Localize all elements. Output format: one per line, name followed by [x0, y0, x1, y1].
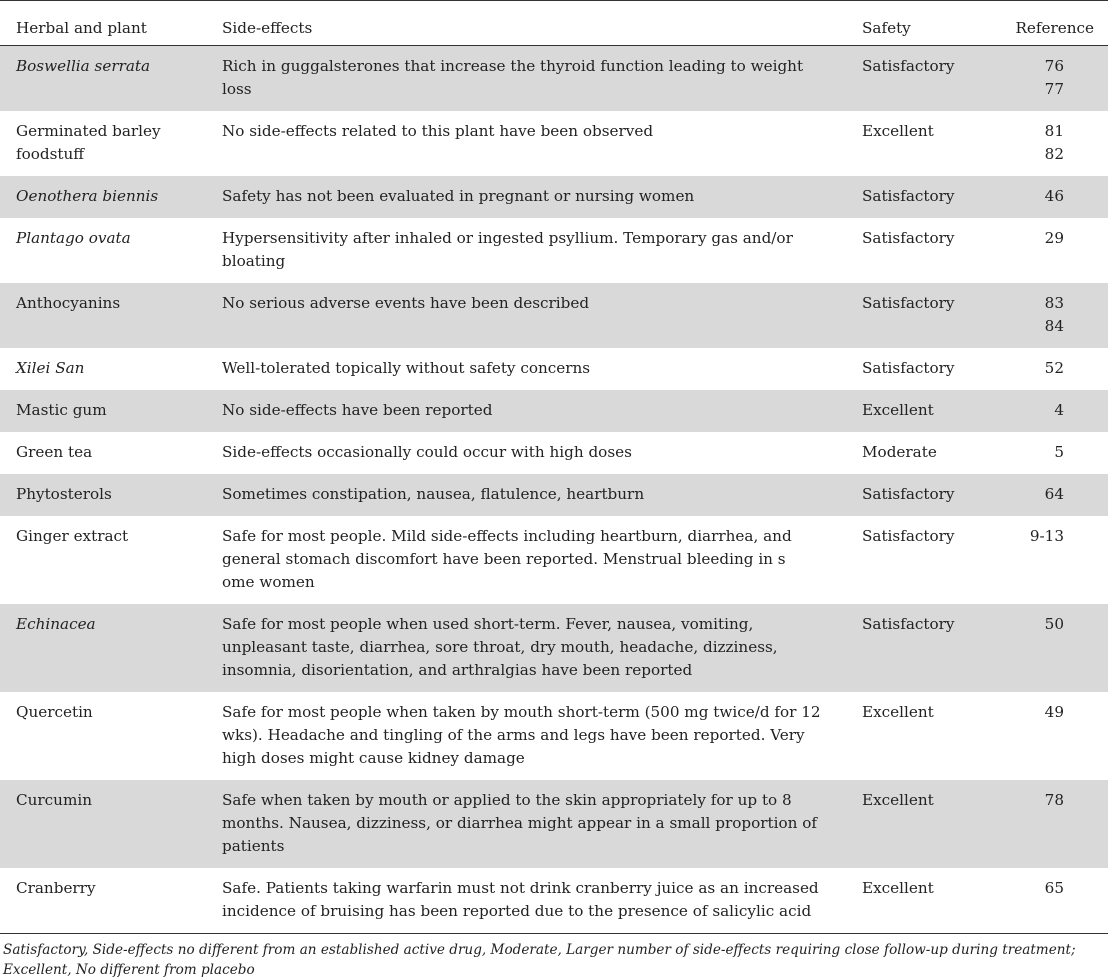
reference-number: 65 — [1044, 879, 1064, 897]
table-row — [0, 516, 1108, 604]
reference-number: 9-13 — [1029, 527, 1064, 545]
reference-cell — [998, 692, 1108, 780]
safety-cell: Moderate — [862, 443, 937, 461]
reference-cell — [998, 283, 1108, 348]
safety-cell: Satisfactory — [846, 474, 998, 516]
plant-name: Boswellia serrata — [0, 46, 206, 112]
side-effects-cell: Safety has not been evaluated in pregnant or nursing women — [206, 176, 846, 218]
side-effects-cell: Well-tolerated topically without safety concerns — [222, 359, 591, 377]
safety-cell: Satisfactory — [862, 229, 955, 247]
reference-cell — [998, 474, 1108, 516]
reference-number: 82 — [1044, 145, 1064, 163]
safety-cell: Satisfactory — [862, 359, 955, 377]
header-row — [0, 1, 1108, 46]
reference-cell — [998, 218, 1108, 283]
side-effects-cell: No side-effects related to this plant have been observed — [222, 122, 654, 140]
plant-name: Quercetin — [16, 703, 93, 721]
safety-cell: Excellent — [862, 703, 934, 721]
side-effects-cell: Side-effects occasionally could occur with high doses — [222, 443, 632, 461]
reference-number: 50 — [1044, 615, 1064, 633]
reference-number: 46 — [1044, 187, 1064, 205]
safety-cell: Satisfactory — [862, 527, 955, 545]
safety-cell: Excellent — [846, 780, 998, 868]
reference-number: 84 — [1044, 317, 1064, 335]
reference-number: 29 — [1044, 229, 1064, 247]
side-effects-cell: Safe. Patients taking warfarin must not drink cranberry juice as an increased incidence of bruising has been reported due to the presence of salicylic acid — [222, 879, 819, 920]
table-row — [0, 868, 1108, 934]
safety-cell: Satisfactory — [846, 283, 998, 348]
side-effects-cell: No side-effects have been reported — [206, 390, 846, 432]
table-body — [0, 46, 1108, 934]
side-effects-cell: Safe for most people when taken by mouth short-term (500 mg twice/d for 12 wks). Headache and tingling of the arms and legs have been reported. Very high doses might cause kidney damage — [222, 703, 821, 767]
header-safety: Safety — [846, 1, 998, 46]
table-footnote: Satisfactory, Side-effects no different from an established active drug, Moderate, Larger number of side-effects requiring close follow-up during treatment; Excellent, No different from placebo — [3, 942, 1076, 978]
table-row — [0, 218, 1108, 283]
table-row — [0, 474, 1108, 516]
safety-cell: Satisfactory — [846, 176, 998, 218]
side-effects-cell: Safe for most people when used short-term. Fever, nausea, vomiting, unpleasant taste, diarrhea, sore throat, dry mouth, headache, dizziness, insomnia, disorientation, and arthralgias have been reported — [206, 604, 846, 692]
reference-cell — [998, 348, 1108, 390]
reference-number: 76 — [1044, 57, 1064, 75]
side-effects-cell: Safe when taken by mouth or applied to the skin appropriately for up to 8 months. Nausea, dizziness, or diarrhea might appear in a small proportion of patients — [206, 780, 846, 868]
safety-cell: Excellent — [846, 390, 998, 432]
reference-number: 78 — [1044, 791, 1064, 809]
header-plant: Herbal and plant — [0, 1, 206, 46]
reference-number: 5 — [1054, 443, 1064, 461]
reference-number: 81 — [1044, 122, 1064, 140]
safety-cell: Satisfactory — [846, 604, 998, 692]
safety-cell: Satisfactory — [846, 46, 998, 112]
plant-name: Oenothera biennis — [0, 176, 206, 218]
table-row — [0, 390, 1108, 432]
reference-cell — [998, 516, 1108, 604]
side-effects-cell: Sometimes constipation, nausea, flatulence, heartburn — [206, 474, 846, 516]
table-row — [0, 111, 1108, 176]
side-effects-cell: Hypersensitivity after inhaled or ingested psyllium. Temporary gas and/or bloating — [222, 229, 793, 270]
table-row — [0, 176, 1108, 218]
safety-cell: Excellent — [862, 122, 934, 140]
table-row — [0, 604, 1108, 692]
reference-cell — [998, 390, 1108, 432]
plant-name: Echinacea — [0, 604, 206, 692]
reference-cell — [998, 780, 1108, 868]
reference-number: 77 — [1044, 80, 1064, 98]
plant-name: Mastic gum — [0, 390, 206, 432]
table-row — [0, 692, 1108, 780]
plant-name: Curcumin — [0, 780, 206, 868]
reference-cell — [998, 176, 1108, 218]
table-row — [0, 348, 1108, 390]
header-reference: Reference — [998, 1, 1108, 46]
table-row — [0, 432, 1108, 474]
table-row — [0, 780, 1108, 868]
reference-cell — [998, 46, 1108, 112]
plant-name: Ginger extract — [16, 527, 129, 545]
plant-name: Cranberry — [16, 879, 96, 897]
side-effects-cell: No serious adverse events have been described — [206, 283, 846, 348]
reference-number: 83 — [1044, 294, 1064, 312]
plant-name: Germinated barley foodstuff — [16, 122, 161, 163]
plant-name: Phytosterols — [0, 474, 206, 516]
plant-name: Xilei San — [16, 359, 85, 377]
reference-cell — [998, 868, 1108, 934]
side-effects-cell: Safe for most people. Mild side-effects including heartburn, diarrhea, and general stomach discomfort have been reported. Menstrual bleeding in s ome women — [222, 527, 792, 591]
reference-number: 52 — [1044, 359, 1064, 377]
reference-cell — [998, 604, 1108, 692]
side-effects-cell: Rich in guggalsterones that increase the thyroid function leading to weight loss — [206, 46, 846, 112]
reference-number: 4 — [1054, 401, 1064, 419]
table-row — [0, 283, 1108, 348]
plant-name: Green tea — [16, 443, 93, 461]
reference-number: 64 — [1044, 485, 1064, 503]
reference-cell — [998, 432, 1108, 474]
plant-name: Anthocyanins — [0, 283, 206, 348]
reference-number: 49 — [1044, 703, 1064, 721]
plant-name: Plantago ovata — [16, 229, 131, 247]
table-row — [0, 46, 1108, 112]
safety-cell: Excellent — [862, 879, 934, 897]
header-side-effects: Side-effects — [206, 1, 846, 46]
table-header — [0, 1, 1108, 46]
reference-cell — [998, 111, 1108, 176]
